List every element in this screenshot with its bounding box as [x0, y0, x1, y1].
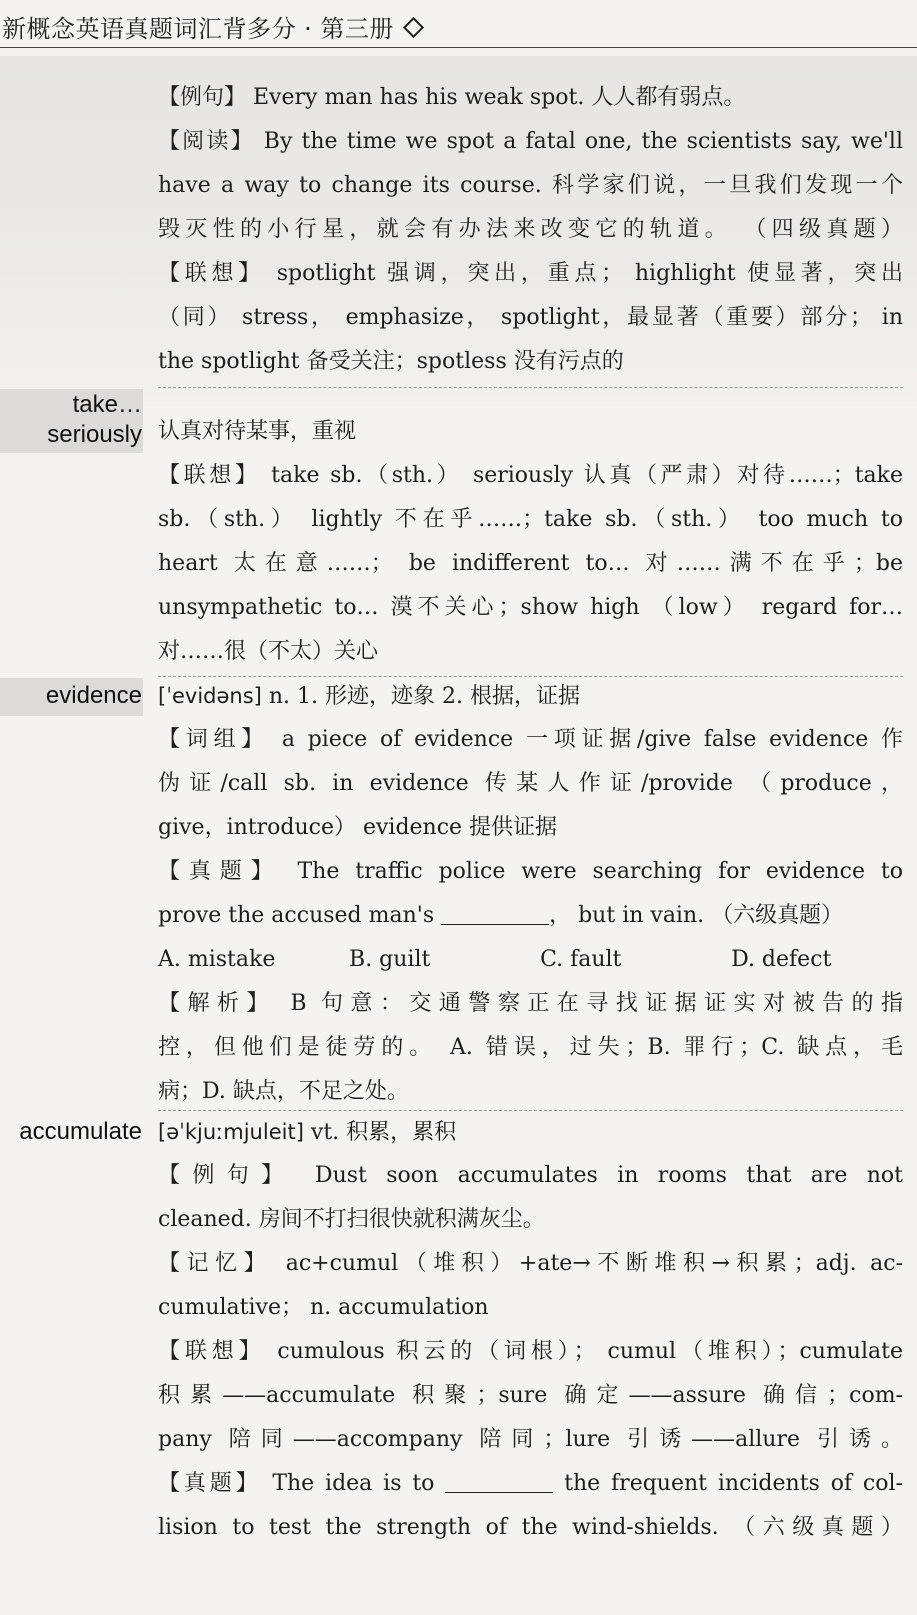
entry-evidence [158, 674, 903, 1114]
phrase-text: 伪证/call sb. in evidence 传某人作证/provide （produce， [158, 771, 903, 796]
phonetic-definition [158, 1110, 903, 1154]
phonetic-definition [158, 674, 903, 718]
page-header [0, 0, 917, 48]
option-c: C. fault [540, 947, 622, 972]
example-sentence: 【例句】 Every man has his weak spot. 人人都有弱点。 [158, 85, 746, 110]
association-text: 对……很（不太）关心 [158, 639, 379, 664]
exam-question [158, 894, 903, 938]
question-text: 【真题】 The idea is to [158, 1471, 435, 1496]
association-text: unsympathetic to… 漠不关心；show high （low） regard for… [158, 595, 903, 620]
association-text: 【联想】 take sb.（sth.） seriously 认真（严肃）对待……；take [158, 463, 903, 488]
analysis-text: 【解析】 B 句意：交通警察正在寻找证据证实对被告的指 [158, 991, 903, 1016]
definition: 认真对待某事，重视 [158, 419, 357, 444]
answer-blank [445, 1472, 553, 1493]
definition: vt. 积累，累积 [310, 1120, 457, 1145]
analysis-text: 病；D. 缺点，不足之处。 [158, 1079, 409, 1104]
reading-text: have a way to change its course. 科学家们说，一旦我们发现一个 [158, 173, 903, 198]
phonetic: [ˈevidəns] [158, 684, 262, 708]
question-text: prove the accused man's [158, 903, 435, 928]
entry-accumulate [158, 1110, 903, 1550]
option-a: A. mistake [158, 947, 276, 972]
entry-divider [158, 387, 903, 388]
reading-text: 【阅读】 By the time we spot a fatal one, the scientists say, we'll [158, 129, 903, 154]
phrase-text: 【词组】 a piece of evidence 一项证据/give false evidence 作 [158, 727, 903, 752]
answer-options [158, 938, 903, 982]
headword-evidence: evidence [45, 682, 142, 709]
entry-take-seriously [158, 410, 903, 674]
memory-text: cumulative； n. accumulation [158, 1295, 489, 1320]
headword-take-seriously [47, 390, 142, 450]
association-text: 【联想】 cumulous 积云的（词根）； cumul（堆积）；cumulate [158, 1339, 903, 1364]
book-title: 新概念英语真题词汇背多分 · 第三册 [2, 9, 421, 44]
example-sentence: cleaned. 房间不打扫很快就积满灰尘。 [158, 1207, 545, 1232]
headword-line: seriously [47, 421, 142, 448]
question-text: ， but in vain. （六级真题） [549, 903, 844, 928]
exam-question: 【真题】 The traffic police were searching for evidence to [158, 859, 903, 884]
association-text: sb.（sth.） lightly 不在乎……；take sb.（sth.） too much to [158, 507, 903, 532]
headword-line: take… [72, 391, 142, 418]
memory-text: 【记忆】 ac+cumul（堆积）+ate→不断堆积→积累；adj. ac- [158, 1251, 903, 1276]
analysis-text: 控，但他们是徒劳的。 A. 错误，过失；B. 罪行；C. 缺点，毛 [158, 1035, 903, 1060]
exam-question: lision to test the strength of the wind-shields. （六级真题） [158, 1515, 903, 1540]
question-text: the frequent incidents of col- [564, 1471, 903, 1496]
option-d: D. defect [731, 947, 832, 972]
phrase-text: give，introduce） evidence 提供证据 [158, 815, 558, 840]
association-text: （同） stress， emphasize， spotlight，最显著（重要）部分； in [158, 305, 903, 330]
definition: n. 1. 形迹，迹象 2. 根据，证据 [268, 684, 580, 709]
association-text: heart 太在意……； be indifferent to… 对……满不在乎；be [158, 551, 903, 576]
association-text: 积累——accumulate 积聚；sure 确定——assure 确信；com- [158, 1383, 903, 1408]
association-text: 【联想】 spotlight 强调，突出，重点； highlight 使显著，突出 [158, 261, 903, 286]
diamond-icon [403, 17, 424, 38]
phonetic: [əˈkjuːmjuleit] [158, 1120, 304, 1144]
entry-spot [158, 76, 903, 384]
exam-question [158, 1462, 903, 1506]
association-text: the spotlight 备受关注；spotless 没有污点的 [158, 349, 624, 374]
answer-blank [441, 904, 549, 925]
headword-accumulate: accumulate [19, 1118, 142, 1145]
option-b: B. guilt [349, 947, 431, 972]
association-text: pany 陪同——accompany 陪同；lure 引诱——allure 引诱。 [158, 1427, 903, 1452]
reading-text: 毁灭性的小行星，就会有办法来改变它的轨道。 （四级真题） [158, 217, 903, 242]
example-sentence: 【例句】 Dust soon accumulates in rooms that are not [158, 1163, 903, 1188]
